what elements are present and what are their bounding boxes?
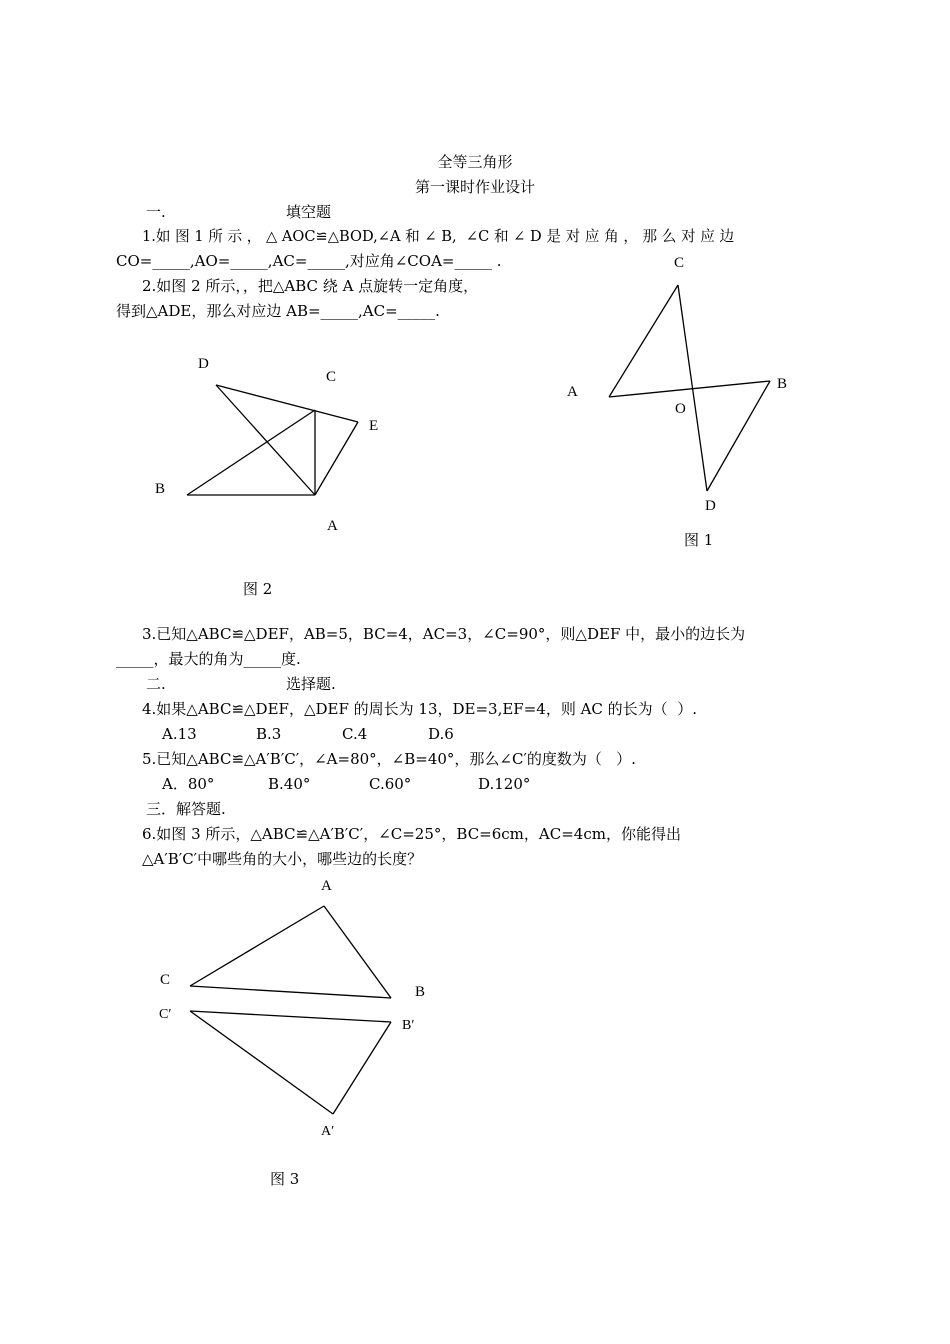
q4-option-b: B.3: [256, 725, 282, 743]
fig2-label-c: C: [326, 369, 337, 385]
fig2-label-d: D: [198, 356, 209, 372]
fig2-caption: 图 2: [243, 580, 273, 598]
fig3-label-b: B: [415, 984, 426, 1000]
section1-heading: 填空题: [286, 203, 332, 221]
figure2-diagram: [187, 385, 358, 495]
q6-line2: △A′B′C′中哪些角的大小，哪些边的长度？: [142, 850, 423, 868]
q5-option-d: D.120°: [478, 775, 531, 793]
fig3-caption: 图 3: [270, 1170, 300, 1188]
q5-option-b: B.40°: [268, 775, 311, 793]
q4-option-a: A.13: [162, 725, 197, 743]
fig2-label-e: E: [369, 418, 379, 434]
section2-number: 二.: [146, 675, 166, 693]
figure3-diagram: [190, 906, 391, 1114]
page-title: 全等三角形: [437, 153, 513, 171]
q3-line1: 3.已知△ABC≌△DEF，AB=5，BC=4，AC=3，∠C=90°，则△DEF 中，最小的边长为: [142, 625, 746, 643]
q5-stem: 5.已知△ABC≌△A′B′C′，∠A=80°，∠B=40°，那么∠C′的度数为（ ）.: [142, 750, 636, 768]
section1-number: 一.: [146, 203, 166, 221]
fig3-label-a-prime: A′: [321, 1124, 335, 1139]
fig3-label-c: C: [160, 972, 171, 988]
q4-stem: 4.如果△ABC≌△DEF，△DEF 的周长为 13，DE=3,EF=4，则 AC 的长为（ ）.: [142, 700, 697, 718]
q1-line2: CO=_____,AO=_____,AC=_____,对应角∠COA=_____ .: [116, 252, 502, 270]
fig1-label-b: B: [777, 376, 788, 392]
fig1-label-o: O: [675, 401, 686, 417]
section2-heading: 选择题.: [286, 675, 336, 693]
fig3-label-a: A: [321, 878, 332, 894]
fig1-label-c: C: [674, 255, 685, 271]
q3-line2: _____，最大的角为_____度.: [116, 650, 301, 668]
q4-option-d: D.6: [428, 725, 454, 743]
page-subtitle: 第一课时作业设计: [414, 178, 535, 196]
fig1-label-d: D: [705, 498, 716, 514]
fig3-label-c-prime: C′: [159, 1007, 172, 1022]
q5-option-a: A．80°: [162, 775, 215, 793]
figure1-diagram: [609, 285, 770, 491]
section3-heading: 三．解答题.: [146, 800, 226, 818]
q1-line1: 1.如 图 1 所 示 ， △ AOC≌△BOD,∠A 和 ∠ B, ∠C 和 ∠ D 是 对 应 角 ， 那 么 对 应 边: [142, 228, 735, 245]
q6-line1: 6.如图 3 所示，△ABC≌△A′B′C′，∠C=25°，BC=6cm，AC=4cm，你能得出: [142, 825, 681, 843]
fig1-label-a: A: [567, 384, 578, 400]
q2-line2: 得到△ADE，那么对应边 AB=_____,AC=_____.: [116, 302, 440, 320]
fig2-label-a: A: [327, 518, 338, 534]
fig3-label-b-prime: B′: [402, 1018, 415, 1033]
fig1-caption: 图 1: [684, 531, 714, 549]
q4-option-c: C.4: [342, 725, 368, 743]
fig2-label-b: B: [155, 481, 166, 497]
q2-line1: 2.如图 2 所示，，把△ABC 绕 A 点旋转一定角度，: [142, 277, 479, 295]
q5-option-c: C.60°: [369, 775, 412, 793]
